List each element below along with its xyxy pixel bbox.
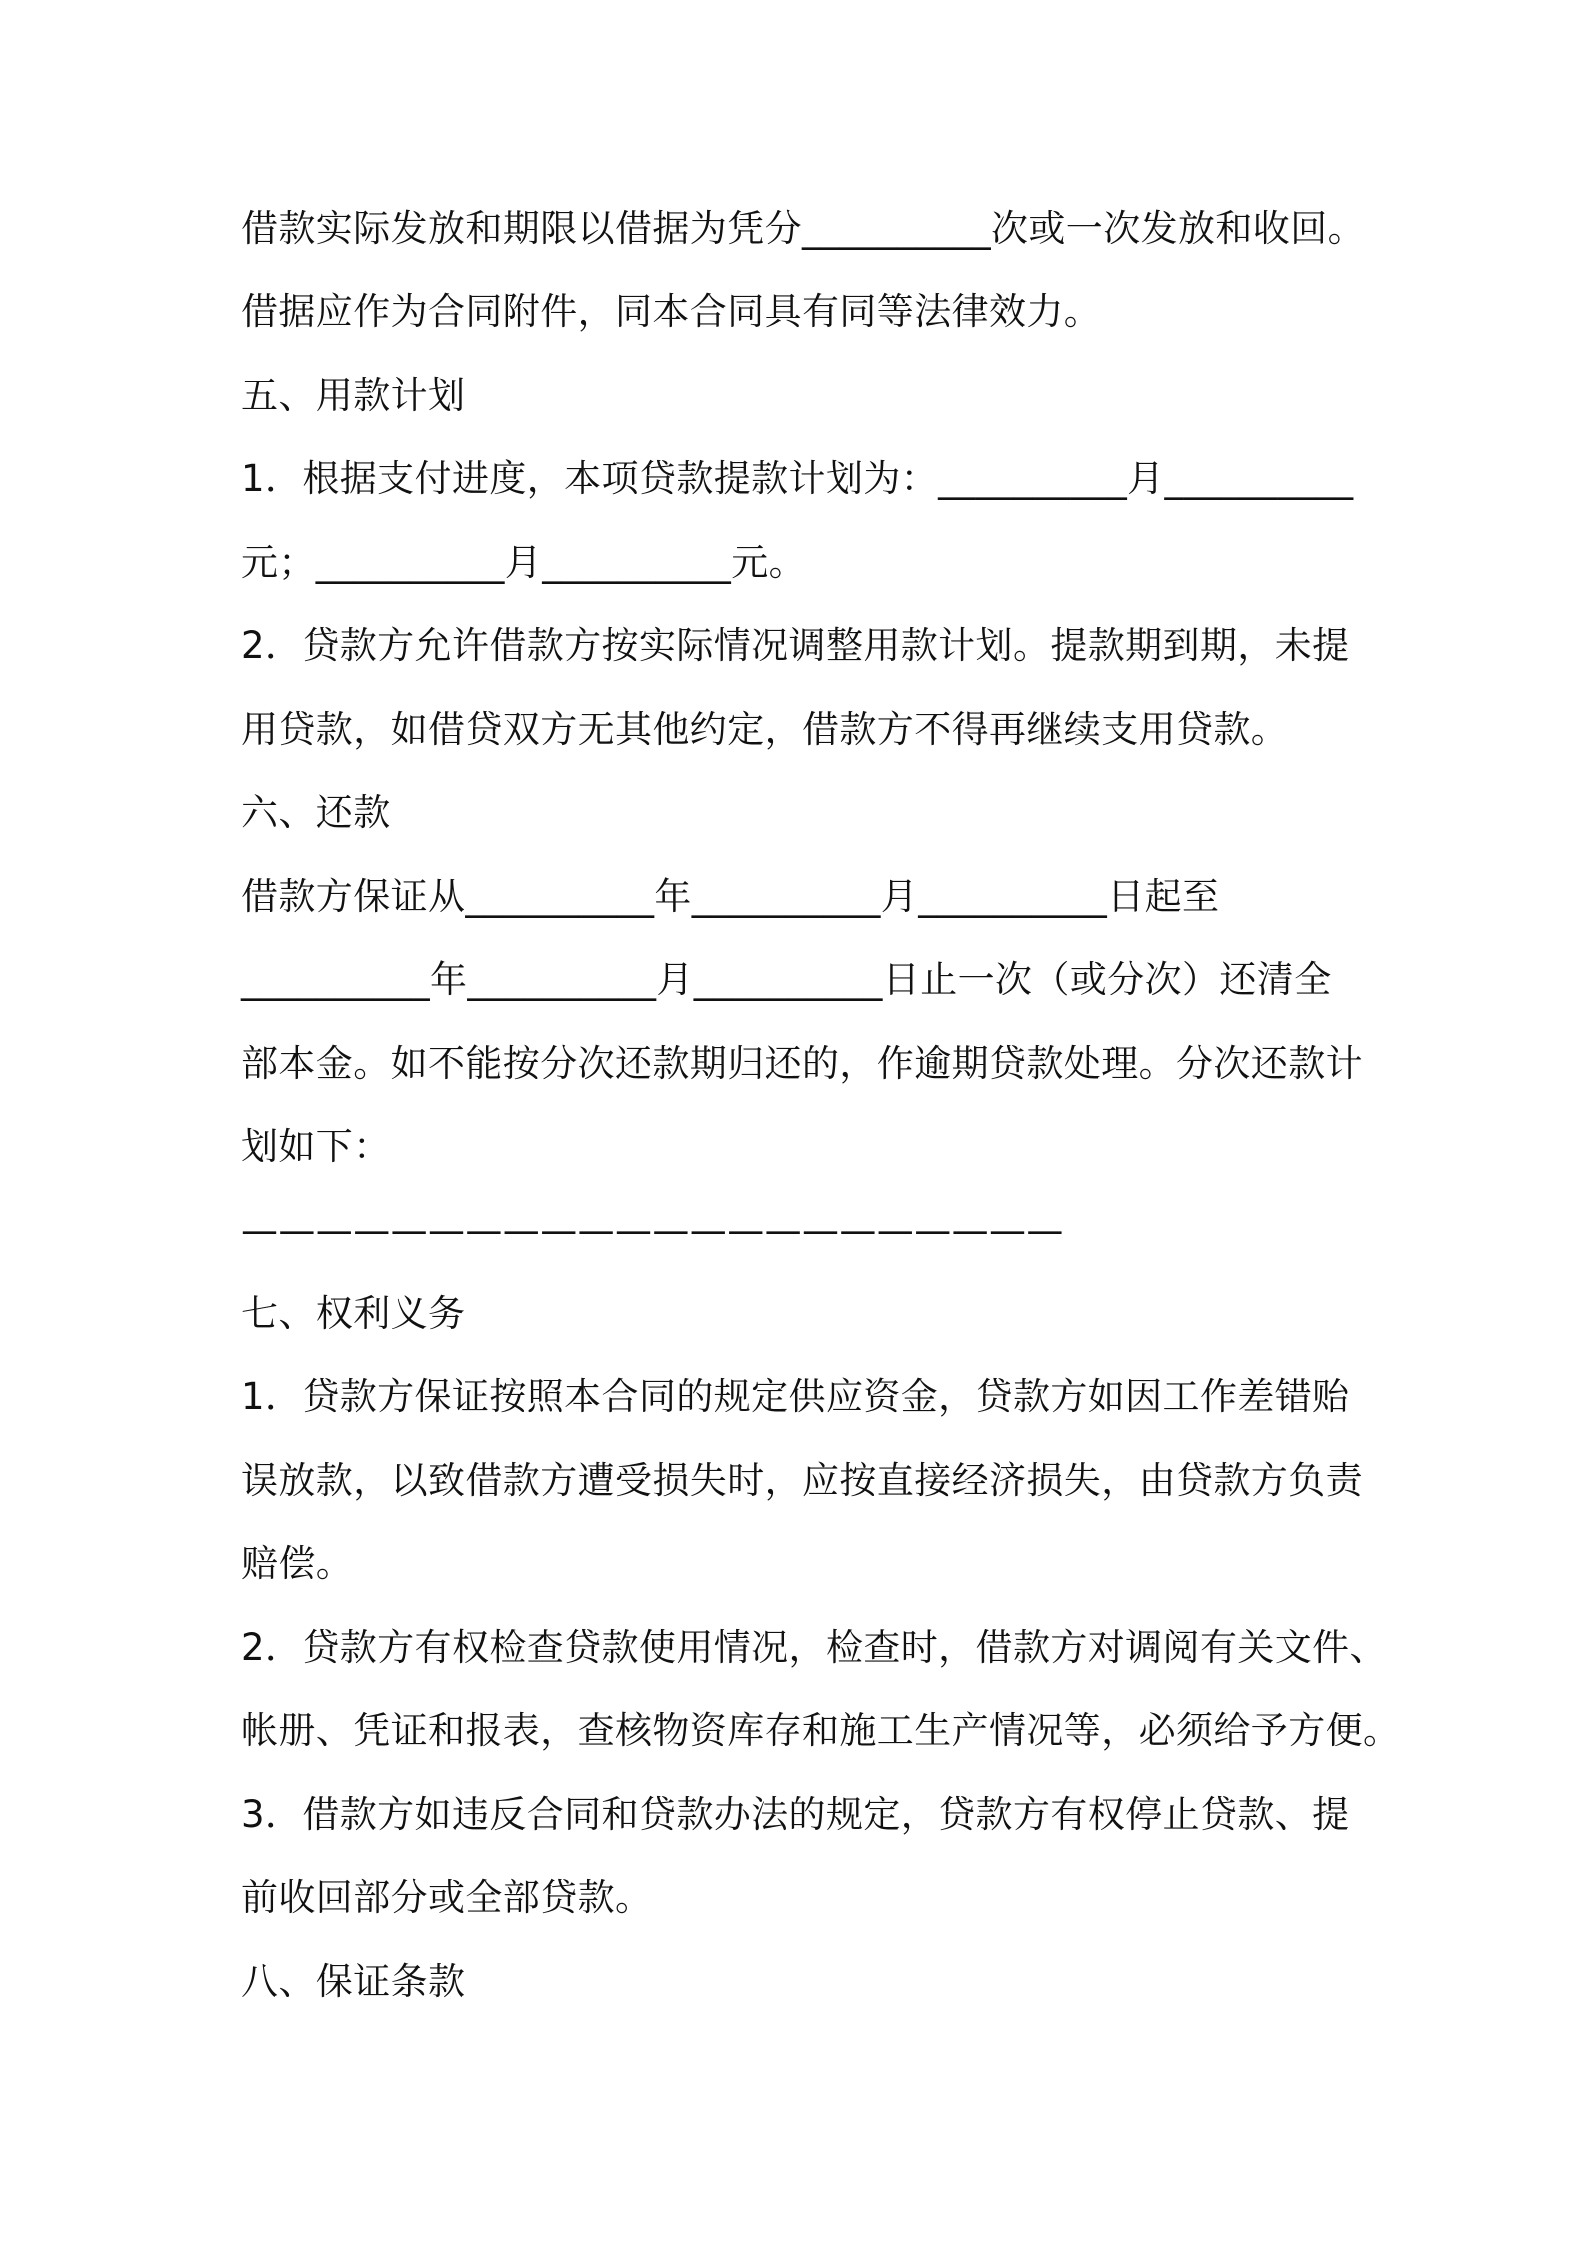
paragraph-line: 借款实际发放和期限以借据为凭分__________次或一次发放和收回。 (241, 207, 1365, 250)
paragraph-line: 用贷款，如借贷双方无其他约定，借款方不得再继续支用贷款。 (241, 708, 1289, 751)
section-heading: 五、用款计划 (241, 374, 466, 417)
paragraph-line: 部本金。如不能按分次还款期归还的，作逾期贷款处理。分次还款计 (241, 1042, 1363, 1085)
paragraph-line: __________年__________月__________日止一次（或分次）还清全 (241, 958, 1332, 1001)
paragraph-line: 2．贷款方有权检查贷款使用情况，检查时，借款方对调阅有关文件、 (241, 1626, 1387, 1669)
section-heading: 七、权利义务 (241, 1292, 466, 1335)
section-heading: 六、还款 (241, 791, 391, 834)
paragraph-line: 1．根据支付进度，本项贷款提款计划为：__________月__________ (241, 457, 1354, 500)
paragraph-line: 赔偿。 (241, 1542, 354, 1585)
blank-fill-line: —————————————————————— (241, 1209, 1064, 1252)
paragraph-line: 元；__________月__________元。 (241, 541, 806, 584)
paragraph-line: 帐册、凭证和报表，查核物资库存和施工生产情况等，必须给予方便。 (241, 1709, 1401, 1752)
paragraph-line: 借款方保证从__________年__________月__________日起至 (241, 875, 1220, 918)
paragraph-line: 划如下： (241, 1125, 391, 1168)
paragraph-line: 1．贷款方保证按照本合同的规定供应资金，贷款方如因工作差错贻 (241, 1375, 1350, 1418)
paragraph-line: 误放款，以致借款方遭受损失时，应按直接经济损失，由贷款方负责 (241, 1459, 1363, 1502)
paragraph-line: 借据应作为合同附件，同本合同具有同等法律效力。 (241, 290, 1102, 333)
paragraph-line: 3．借款方如违反合同和贷款办法的规定，贷款方有权停止贷款、提 (241, 1793, 1350, 1836)
paragraph-line: 前收回部分或全部贷款。 (241, 1876, 653, 1919)
section-heading: 八、保证条款 (241, 1960, 466, 2003)
paragraph-line: 2．贷款方允许借款方按实际情况调整用款计划。提款期到期，未提 (241, 624, 1350, 667)
